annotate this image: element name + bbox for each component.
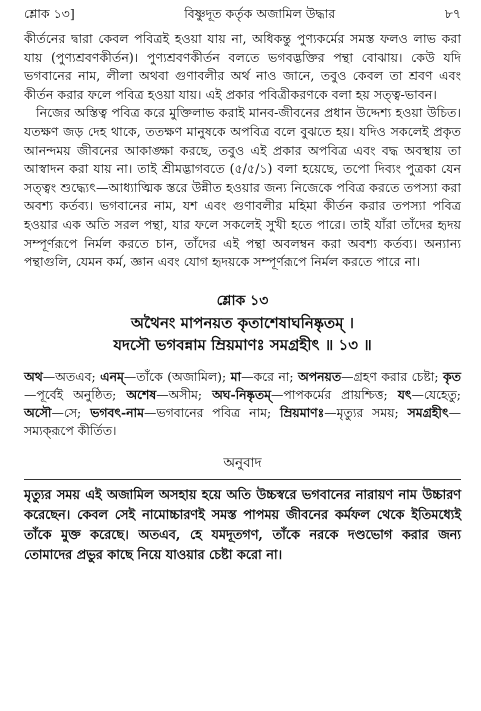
synonym-item: মা—করে না; (230, 368, 294, 384)
purport-paragraph-1: কীর্তনের দ্বারা কেবল পবিত্রই হওয়া যায় না, অধিকন্তু পুণ্যকর্মের সমস্ত ফলও লাভ করা যায় (পুণ্যশ্রবণকীর্তন)। পুণ্যশ্রবণকীর্তন বলতে ভগবদ্ভক্তির পন্থা বোঝায়। কেউ যদি ভগবানের নাম, লীলা অথবা গুণাবলীর অর্থ নাও জানে, তবুও কেবল তা শ্রবণ এবং কীর্তন করার ফলে পবিত্র হওয়া যায়। এই প্রকার পবিত্রীকরণকে বলা হয় সত্ত্ব-ভাবন। (24, 31, 461, 102)
verse-block (24, 290, 461, 356)
synonym-item: অঘ-নিষ্কৃতম্—পাপকর্মের প্রায়শ্চিত্ত; (212, 386, 388, 402)
synonym-meaning: পূর্বেই অনুষ্ঠিত; (36, 386, 117, 402)
synonym-meaning: সম্যক্‌রূপে কীর্তিত। (24, 423, 117, 439)
synonym-meaning: অতএব; (55, 368, 96, 384)
page-number: ৮৭ (444, 6, 461, 21)
synonym-meaning: অসীম; (168, 386, 203, 402)
synonym-item: যৎ—যেহেতু; (397, 386, 461, 402)
synonym-item: ম্রিয়মাণঃ—মৃত্যুর সময়; (280, 405, 399, 421)
synonym-term: কৃত (442, 368, 461, 384)
translation-heading: অনুবাদ (223, 454, 262, 471)
synonym-meaning: ভগবানের পবিত্র নাম; (156, 405, 272, 421)
synonym-term: অঘ-নিষ্কৃতম্ (212, 386, 272, 402)
synonym-term: অশেষ (126, 386, 157, 402)
synonym-term: অপনয়ত (298, 368, 342, 384)
synonym-term: যৎ (397, 386, 412, 402)
verse-title: শ্লোক ১৩ (216, 292, 269, 309)
purport-paragraph-2: নিজের অস্তিত্ব পবিত্র করে মুক্তিলাভ করাই মানব-জীবনের প্রধান উদ্দেশ্য হওয়া উচিত। যতক্ষণ জড় দেহ থাকে, ততক্ষণ মানুষকে অপবিত্র বলে বুঝতে হয়। যদিও সকলেই প্রকৃত আনন্দময় জীবনের আকাঙ্ক্ষা করছে, তবুও এই প্রকার অপবিত্র এবং বদ্ধ অবস্থায় তা আস্বাদন করা যায় না। তাই শ্রীমদ্ভাগবতে (৫/৫/১) বলা হয়েছে, তপো দিব্যং পুত্রকা যেন সত্ত্বং শুদ্ধ্যেৎ—আধ্যাত্মিক স্তরে উন্নীত হওয়ার জন্য নিজেকে পবিত্র করতে তপস্যা করা অবশ্য কর্তব্য। ভগবানের নাম, যশ এবং গুণাবলীর মহিমা কীর্তন করার তপস্যা পবিত্র হওয়ার এক অতি সরল পন্থা, যার ফলে সকলেই সুখী হতে পারে। তাই যাঁরা তাঁদের হৃদয় সম্পূর্ণরূপে নির্মল করতে চান, তাঁদের এই পন্থা অবলম্বন করা অবশ্য কর্তব্য। অন্যান্য পন্থাগুলি, যেমন কর্ম, জ্ঞান এবং যোগ হৃদয়কে সম্পূর্ণরূপে নির্মল করতে পারে না। (24, 105, 461, 270)
synonym-item: ভগবৎ-নাম—ভগবানের পবিত্র নাম; (90, 405, 272, 421)
synonym-item: সমগ্রহীৎ—সম্যক্‌রূপে কীর্তিত। (24, 405, 461, 439)
synonym-meaning: যেহেতু; (423, 386, 461, 402)
word-for-word-synonyms (24, 368, 461, 441)
synonym-meaning: পাপকর্মের প্রায়শ্চিত্ত; (283, 386, 388, 402)
synonym-item: অশেষ—অসীম; (126, 386, 203, 402)
synonym-term: অথ (24, 368, 43, 384)
synonym-meaning: তাঁকে (অজামিল); (136, 368, 227, 384)
synonym-meaning: গ্রহণ করার চেষ্টা; (353, 368, 439, 384)
synonym-term: ভগবৎ-নাম (90, 405, 144, 421)
synonym-term: এনম্ (100, 368, 124, 384)
synonym-item: অসৌ—সে; (24, 405, 82, 421)
synonym-term: অসৌ (24, 405, 52, 421)
header-verse-ref: শ্লোক ১৩] (24, 6, 75, 21)
synonym-term: সমগ্রহীৎ (407, 405, 449, 421)
header-chapter-title: বিষ্ণুদূত কর্তৃক অজামিল উদ্ধার (184, 6, 336, 21)
synonym-term: ম্রিয়মাণঃ (280, 405, 325, 421)
synonym-meaning: করে না; (253, 368, 294, 384)
page-header (24, 6, 461, 30)
synonym-meaning: মৃত্যুর সময়; (336, 405, 399, 421)
synonym-item: অপনয়ত—গ্রহণ করার চেষ্টা; (298, 368, 439, 384)
translation-divider (24, 479, 461, 480)
synonym-item: অথ—অতএব; (24, 368, 96, 384)
synonym-meaning: সে; (63, 405, 82, 421)
synonym-item: কৃত—পূর্বেই অনুষ্ঠিত; (24, 368, 461, 402)
synonym-item: এনম্—তাঁকে (অজামিল); (100, 368, 227, 384)
translation-text: মৃত্যুর সময় এই অজামিল অসহায় হয়ে অতি উচ্চস্বরে ভগবানের নারায়ণ নাম উচ্চারণ করেছেন। কেবল সেই নামোচ্চারণই সমস্ত পাপময় জীবনের কর্মফল থেকে ইতিমধ্যেই তাঁকে মুক্ত করেছে। অতএব, হে যমদূতগণ, তাঁকে নরকে দণ্ডভোগ করার জন্য তোমাদের প্রভুর কাছে নিয়ে যাওয়ার চেষ্টা করো না। (24, 487, 461, 563)
verse-line-1: অথৈনং মাপনয়ত কৃতাশেষাঘনিষ্কৃতম্ । (130, 313, 355, 332)
verse-line-2: যদসৌ ভগবন্নাম ম্রিয়মাণঃ সমগ্রহীৎ ॥ ১৩ ॥ (113, 335, 372, 354)
translation-heading-block (24, 453, 461, 473)
synonym-term: মা (230, 368, 242, 384)
